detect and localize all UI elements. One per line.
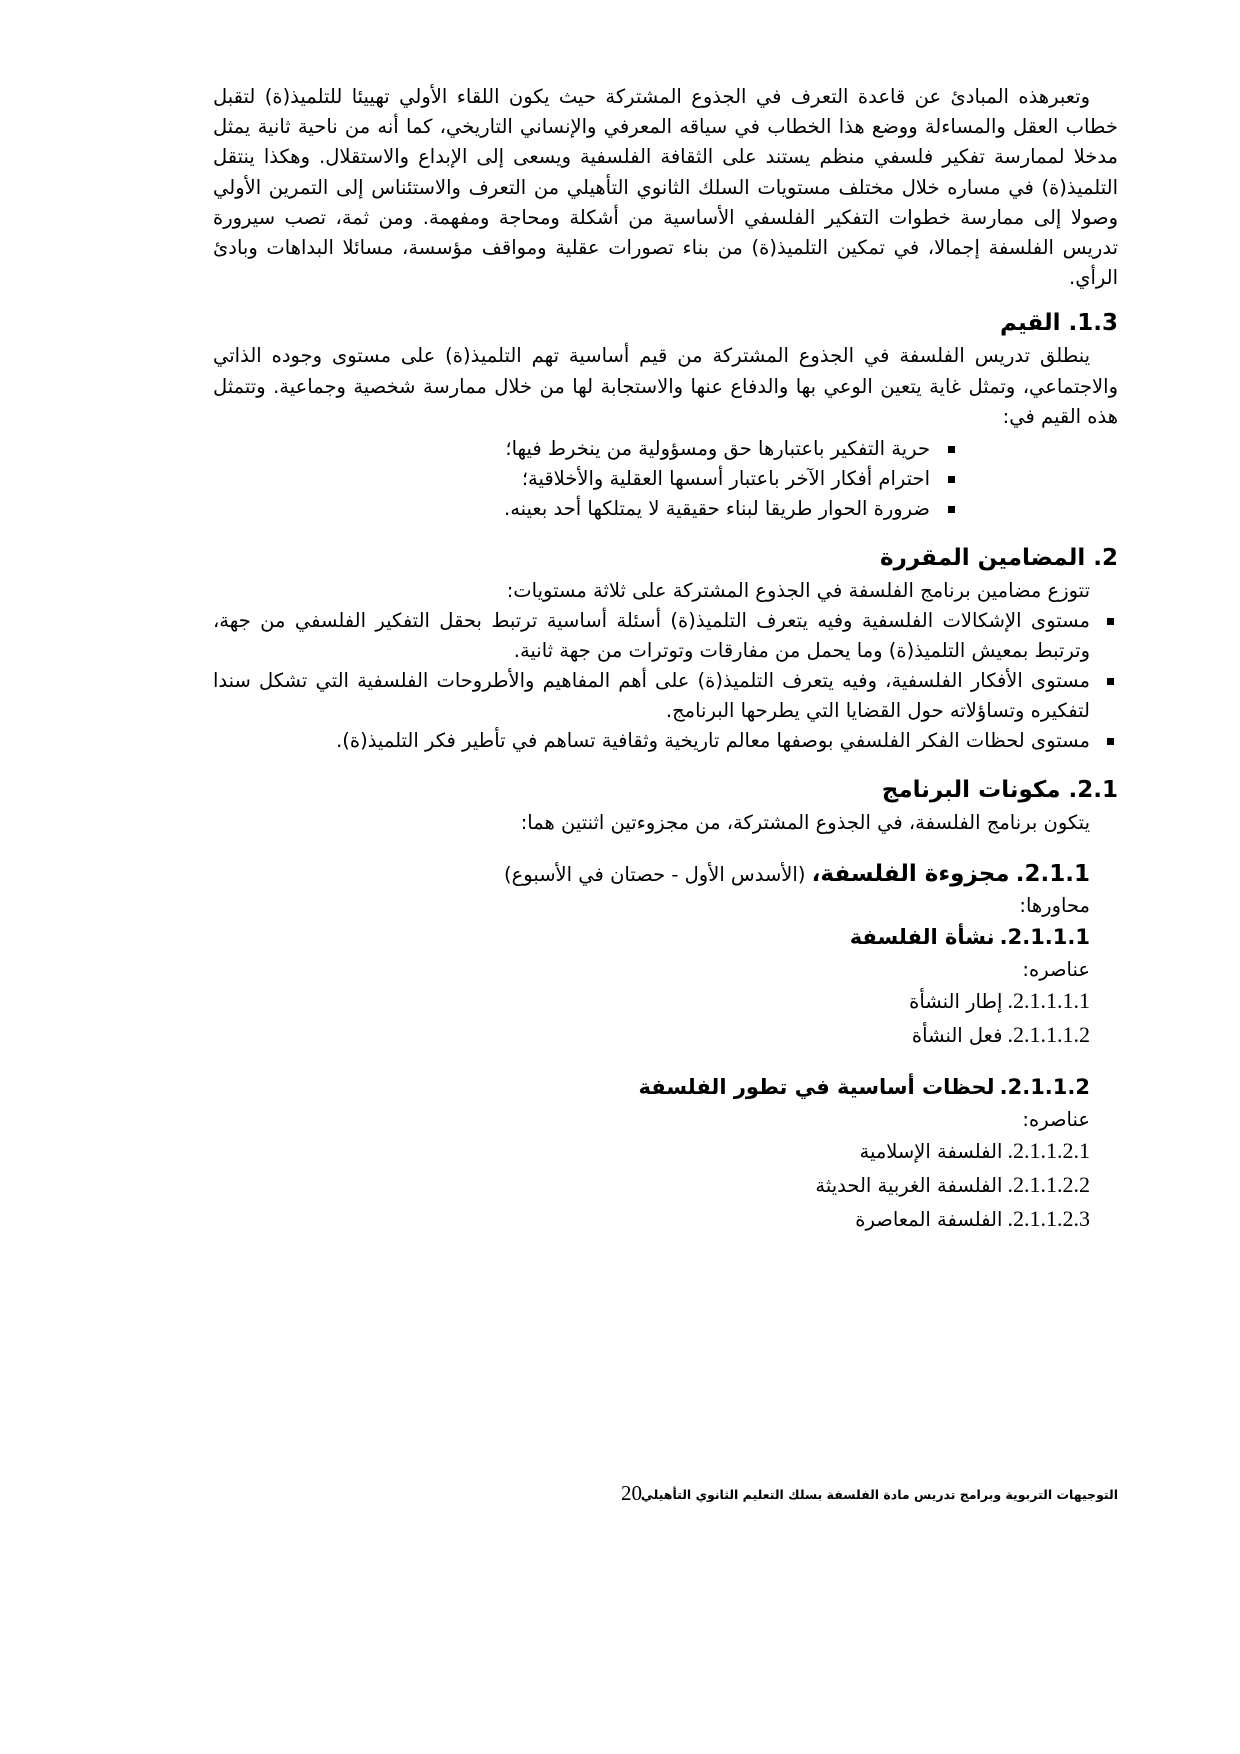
element-label: الفلسفة المعاصرة: [855, 1208, 1003, 1232]
list-item: مستوى الإشكالات الفلسفية وفيه يتعرف التلميذ(ة) أسئلة أساسية ترتبط بحقل التفكير الفلسفي من جهة، وترتبط بمعيش التلميذ(ة) وما يحمل من مفارقات وتوترات من جهة ثانية.: [213, 606, 1118, 666]
section-contents-heading: 2. المضامين المقررة: [880, 545, 1118, 572]
element-label: الفلسفة الإسلامية: [859, 1140, 1003, 1164]
intro-paragraph: وتعبرهذه المبادئ عن قاعدة التعرف في الجذوع المشتركة حيث يكون اللقاء الأولي تهييئا للتلميذ(ة) لتقبل خطاب العقل والمساءلة ووضع هذا الخطاب في سياقه المعرفي والإنساني التاريخي، كما أنه من ناحية ثانية يمثل مدخلا لممارسة تفكير فلسفي منظم يستند على الثقافة الفلسفية ويسعى إلى الإبداع والاستقلال. وهكذا ينتقل التلميذ(ة) في مساره خلال مختلف مستويات السلك الثانوي التأهيلي من التعرف والاستئناس إلى التمرين الأولي وصولا إلى ممارسة خطوات التفكير الفلسفي الأساسية من أشكلة ومحاجة ومفهمة. ومن ثمة، تصب سيرورة تدريس الفلسفة إجمالا، في تمكين التلميذ(ة) من بناء تصورات عقلية ومواقف مؤسسة، مسائلا البداهات وبادئ الرأي.: [213, 85, 1118, 290]
axis-element: [213, 985, 1090, 1019]
square-bullet-icon: [1107, 678, 1114, 685]
element-label: فعل النشأة: [911, 1024, 1003, 1048]
element-number: 2.1.1.1.1.: [1007, 988, 1090, 1014]
section-components-heading: 2.1. مكونات البرنامج: [881, 777, 1118, 804]
list-item: مستوى لحظات الفكر الفلسفي بوصفها معالم تاريخية وثقافية تساهم في تأطير فكر التلميذ(ة).: [213, 726, 1118, 756]
module-note: (الأسدس الأول - حصتان في الأسبوع): [504, 863, 806, 887]
list-item: حرية التفكير باعتبارها حق ومسؤولية من ينخرط فيها؛: [213, 434, 958, 464]
square-bullet-icon: [948, 446, 955, 453]
axis-block: [213, 1071, 1090, 1237]
axis-elements-label: عناصره:: [1022, 1108, 1090, 1132]
element-number: 2.1.1.2.1.: [1007, 1138, 1090, 1164]
list-item: ضرورة الحوار طريقا لبناء حقيقية لا يمتلكها أحد بعينه.: [213, 494, 958, 524]
footer-title: التوجيهات التربوية وبرامج تدريس مادة الفلسفة بسلك التعليم الثانوي التأهيلي: [640, 1487, 1118, 1502]
element-label: الفلسفة الغربية الحديثة: [815, 1174, 1003, 1198]
axis-number: 2.1.1.1.: [999, 925, 1090, 950]
section-values-paragraph: ينطلق تدريس الفلسفة في الجذوع المشتركة من قيم أساسية تهم التلميذ(ة) على مستوى وجوده الذاتي والاجتماعي، وتمثل غاية يتعين الوعي بها والدفاع عنها والاستجابة لها من خلال ممارسة شخصية وجماعية. وتتمثل هذه القيم في:: [213, 344, 1118, 428]
axis-number: 2.1.1.2.: [999, 1075, 1090, 1100]
axis-element: [213, 1203, 1090, 1237]
axis-heading-line: [213, 1071, 1090, 1105]
module-axes-label: محاورها:: [1019, 894, 1090, 918]
values-list: [213, 434, 1118, 524]
page-footer: [138, 1481, 1240, 1511]
list-item: مستوى الأفكار الفلسفية، وفيه يتعرف التلميذ(ة) على أهم المفاهيم والأطروحات الفلسفية التي تشكل سندا لتفكيره وتساؤلاته حول القضايا التي يطرحها البرنامج.: [213, 666, 1118, 726]
module-block: [213, 858, 1118, 1237]
page-number: 20: [621, 1481, 642, 1505]
square-bullet-icon: [1107, 618, 1114, 625]
element-number: 2.1.1.2.2.: [1007, 1172, 1090, 1198]
element-label: إطار النشأة: [909, 990, 1003, 1014]
section-contents-intro: تتوزع مضامين برنامج الفلسفة في الجذوع المشتركة على ثلاثة مستويات:: [506, 579, 1090, 603]
section-values-heading: 1.3. القيم: [1000, 310, 1118, 337]
section-components: [213, 774, 1118, 1237]
element-number: 2.1.1.2.3.: [1007, 1206, 1090, 1232]
section-contents: [213, 542, 1118, 756]
list-item: احترام أفكار الآخر باعتبار أسسها العقلية والأخلاقية؛: [213, 464, 958, 494]
module-number: 2.1.1.: [1015, 861, 1090, 888]
contents-list: [213, 606, 1118, 756]
axis-element: [213, 1169, 1090, 1203]
element-number: 2.1.1.1.2.: [1007, 1022, 1090, 1048]
axis-elements-label: عناصره:: [1022, 958, 1090, 982]
axis-heading-line: [213, 921, 1090, 955]
square-bullet-icon: [948, 506, 955, 513]
axis-title: نشأة الفلسفة: [849, 925, 995, 950]
square-bullet-icon: [948, 476, 955, 483]
axis-element: [213, 1135, 1090, 1169]
axis-element: [213, 1019, 1090, 1053]
module-heading-line: [213, 858, 1090, 891]
axis-block: [213, 921, 1090, 1053]
axis-title: لحظات أساسية في تطور الفلسفة: [638, 1075, 995, 1100]
square-bullet-icon: [1107, 738, 1114, 745]
page-content: [213, 82, 1118, 1237]
module-title: مجزوءة الفلسفة،: [811, 861, 1010, 888]
section-values: [213, 307, 1118, 524]
section-components-intro: يتكون برنامج الفلسفة، في الجذوع المشتركة، من مجزوءتين اثنتين هما:: [520, 811, 1090, 835]
